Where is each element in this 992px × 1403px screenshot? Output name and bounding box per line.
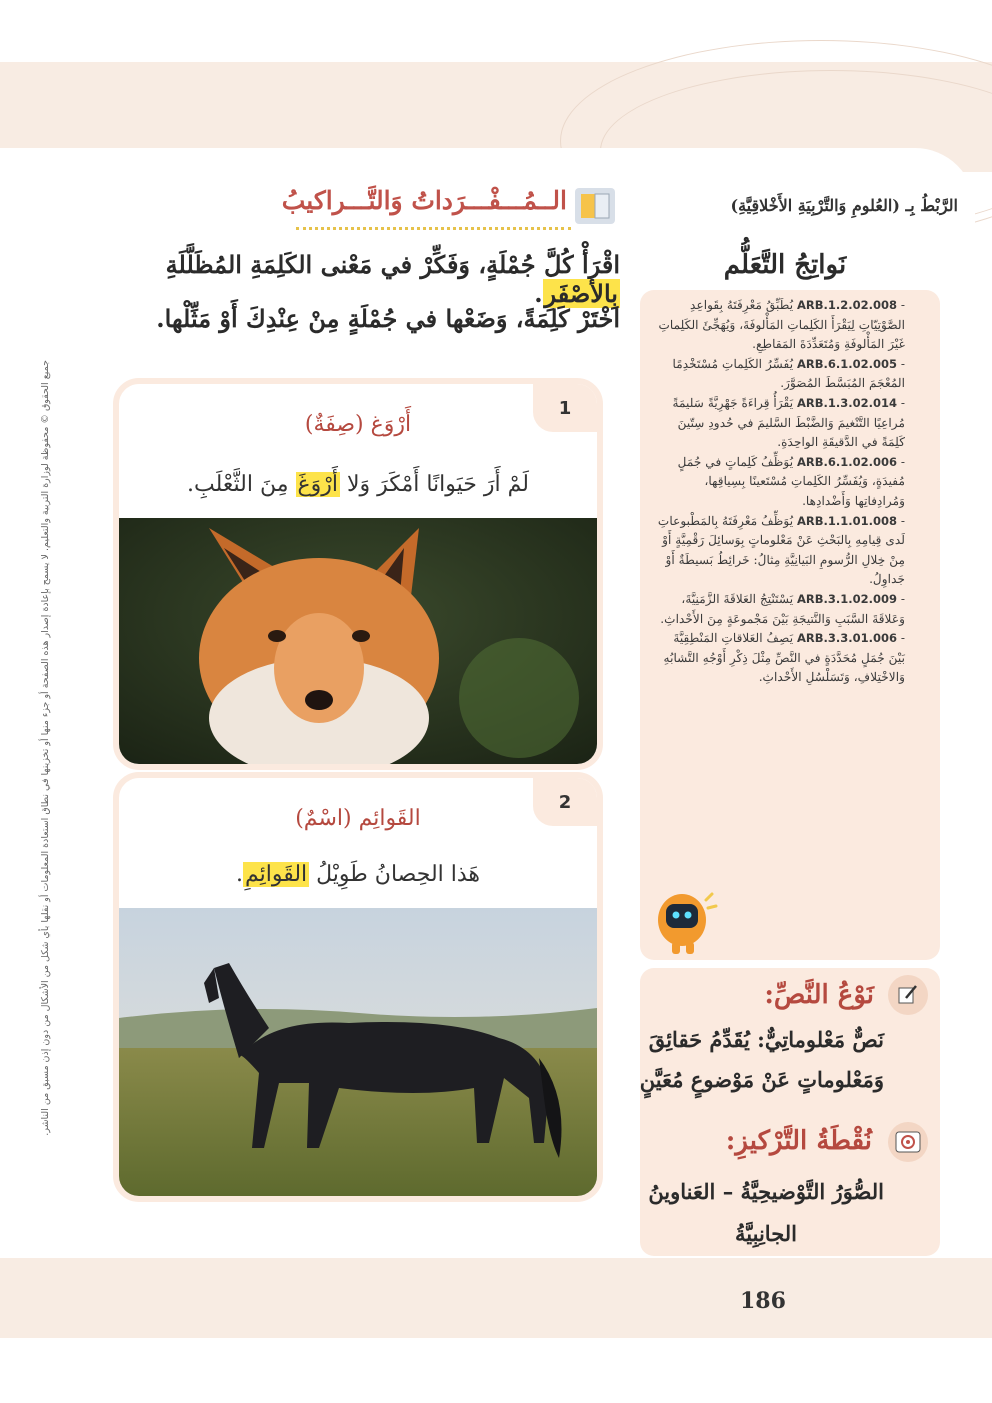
instruction-2: اخْتَرْ كَلِمَةً، وَضَعْها في جُمْلَةٍ مِنْ عِنْدِكَ أَوْ مَثِّلْها. (156, 304, 620, 333)
vocab-header (270, 186, 615, 226)
card-word: القَوائِم (اسْمٌ) (295, 806, 421, 831)
outcome-item (655, 590, 905, 629)
bottom-decorative-band (0, 1258, 992, 1338)
target-icon (888, 1122, 928, 1162)
outcome-item (655, 296, 905, 355)
outcome-text: يَقْرَأُ قِراءَةً جَهْرِيَّةً سَليمَةً مُراعِيًا التَّنْغيمَ وَالضَّبْطَ السَّليمَ في حُدودِ سِتّينَ كَلِمَةً في الدَّقيقَةِ الواحِدَةِ. (672, 395, 905, 450)
outcome-code: ARB.1.3.02.014 (796, 395, 897, 410)
vocab-card-1 (113, 378, 603, 770)
fox-photo (119, 518, 597, 764)
outcome-dash: - (897, 513, 905, 528)
outcome-item (655, 512, 905, 590)
card-sentence-post: مِنَ الثَّعْلَبِ. (187, 472, 296, 497)
outcome-code: ARB.3.1.02.009 (796, 591, 897, 606)
outcome-code: ARB.1.2.02.008 (796, 298, 897, 312)
card-word: أَرْوَغ (صِفَةٌ) (304, 412, 412, 437)
dotted-underline (296, 227, 571, 230)
outcome-text: يُفَسِّرُ الكَلِماتِ مُسْتَخْدِمًا المُعْجَمَ المُبَسَّطَ المُصَوَّرَ. (672, 356, 905, 391)
outcome-code: ARB.6.1.02.006 (796, 454, 897, 469)
outcome-item (655, 629, 905, 688)
outcome-text: يُوَظِّفُ كَلِماتٍ في جُمَلٍ مُفيدَةٍ، وَيُفَسِّرُ الكَلِماتِ مُسْتَعينًا بِسِياقِها، وَمُرادِفاتِها وَأَضْدادِها. (677, 454, 905, 508)
outcomes-list (655, 296, 905, 688)
robot-mascot-icon (648, 880, 718, 960)
horse-photo (119, 908, 597, 1196)
outcome-code: ARB.1.1.01.008 (796, 513, 897, 528)
card-sentence-pre: لَمْ أَرَ حَيَوانًا أَمْكَرَ وَلا (340, 472, 529, 497)
focus-title: نُقْطَةُ التَّرْكيزِ: (725, 1126, 872, 1156)
outcome-dash: - (897, 454, 905, 469)
outcome-dash: - (897, 298, 905, 312)
card-sentence-pre: هَذا الحِصانُ طَوِيْلُ (309, 862, 481, 887)
text-type-title: نَوْعُ النَّصِّ: (764, 980, 874, 1010)
instruction-1 (100, 250, 620, 308)
text-type-body: نَصٌّ مَعْلوماتِيٌّ: يُقَدِّمُ حَقائِقَ وَمَعْلوماتٍ عَنْ مَوْضوعٍ مُعَيَّنٍ (639, 1027, 884, 1092)
focus-body-line1: الصُّوَرُ التَّوْضيحِيَّةُ – العَناوينُ (648, 1179, 884, 1204)
outcome-item (655, 394, 905, 453)
pencil-note-icon (888, 975, 928, 1015)
outcome-dash: - (897, 395, 905, 410)
outcome-text: يُوَظِّفُ مَعْرِفَتَهُ بِالمَطْبوعاتِ لَدى قِيامِهِ بِالبَحْثِ عَنْ مَعْلوماتٍ بِوَسائِلَ رَقْمِيَّةٍ أَوْ مِنْ خِلالِ الرُّسومِ البَيانِيَّةِ مِثالُ: خَرائِطُ بَسيطَةٌ أَوْ جَداوِلُ. (657, 513, 905, 587)
outcome-item (655, 453, 905, 512)
outcome-text: يَصِفُ العَلاقاتِ المَنْطِقِيَّةَ بَيْنَ جُمَلٍ مُحَدَّدَةٍ في النَّصِّ مِثْلَ ذِكْرِ أَوْجُهِ التَّشابُهِ وَالاخْتِلافِ، وَتَسَلْسُلِ الأَحْداثِ. (663, 631, 905, 685)
outcome-code: ARB.6.1.02.005 (796, 356, 897, 371)
instruction-1-highlight: بِالأَصْفَرِ (544, 279, 618, 308)
outcome-dash: - (897, 591, 905, 606)
vocab-card-2 (113, 772, 603, 1202)
card-sentence-highlight: أَرْوَغَ (297, 472, 338, 497)
card-number: 1 (533, 384, 597, 432)
instruction-1-text: اقْرَأْ كُلَّ جُمْلَةٍ، وَفَكِّرْ في مَعْنى الكَلِمَةِ المُظَلَّلَةِ (165, 250, 620, 279)
card-sentence-highlight: القَوائِمِ (244, 862, 308, 887)
card-sentence-post: . (235, 862, 243, 887)
copyright-note: جميع الحقوق © محفوظة لوزارة التربية والتعليم. لا يسمح بإعادة إصدار هذه الصفحة أو جزء منها أو تخزينها في نطاق استعادة المعلومات أو نقلها بأي شكل من الأشكال من دون إذن مسبق من الناشر. (40, 360, 51, 1136)
card-sentence (119, 862, 597, 887)
vocab-title: الــمُـــفْـــرَداتُ وَالتَّـــراكيبُ (281, 186, 567, 215)
page-number: 186 (740, 1288, 786, 1314)
card-number: 2 (533, 778, 597, 826)
outcome-text: يُطَبِّقُ مَعْرِفَتَهُ بِقَواعِدِ الصَّوْتِيّاتِ لِيَقْرَأَ الكَلِماتِ المَأْلوفَةَ، وَيُهَجِّئَ الكَلِماتِ غَيْرَ المَأْلوفَةِ وَمُتَعَدِّدَةَ المَقاطِعِ. (658, 298, 905, 352)
instruction-1-end: . (534, 279, 543, 308)
text-type-panel (640, 968, 940, 1256)
card-sentence (119, 472, 597, 497)
book-icon (575, 188, 615, 224)
outcome-item (655, 355, 905, 394)
outcome-code: ARB.3.3.01.006 (796, 631, 897, 646)
outcomes-title: نَواتِجُ التَّعَلُّم (723, 250, 847, 280)
outcome-dash: - (897, 631, 905, 646)
focus-body-line2: الجانِبِيَّةُ (735, 1221, 797, 1246)
outcome-text: يَسْتَنْتِجُ العَلاقَةَ الزَّمَنِيَّةَ، وَعَلاقَةَ السَّبَبِ وَالنَّتيجَةِ بَيْنَ مَجْموعَةٍ مِنَ الأَحْداثِ. (660, 591, 905, 626)
outcome-dash: - (897, 356, 905, 371)
subject-link: الرَّبْطُ بِـ (العُلومِ وَالتَّرْبِيَةِ الأَخْلاقِيَّةِ) (730, 196, 958, 215)
